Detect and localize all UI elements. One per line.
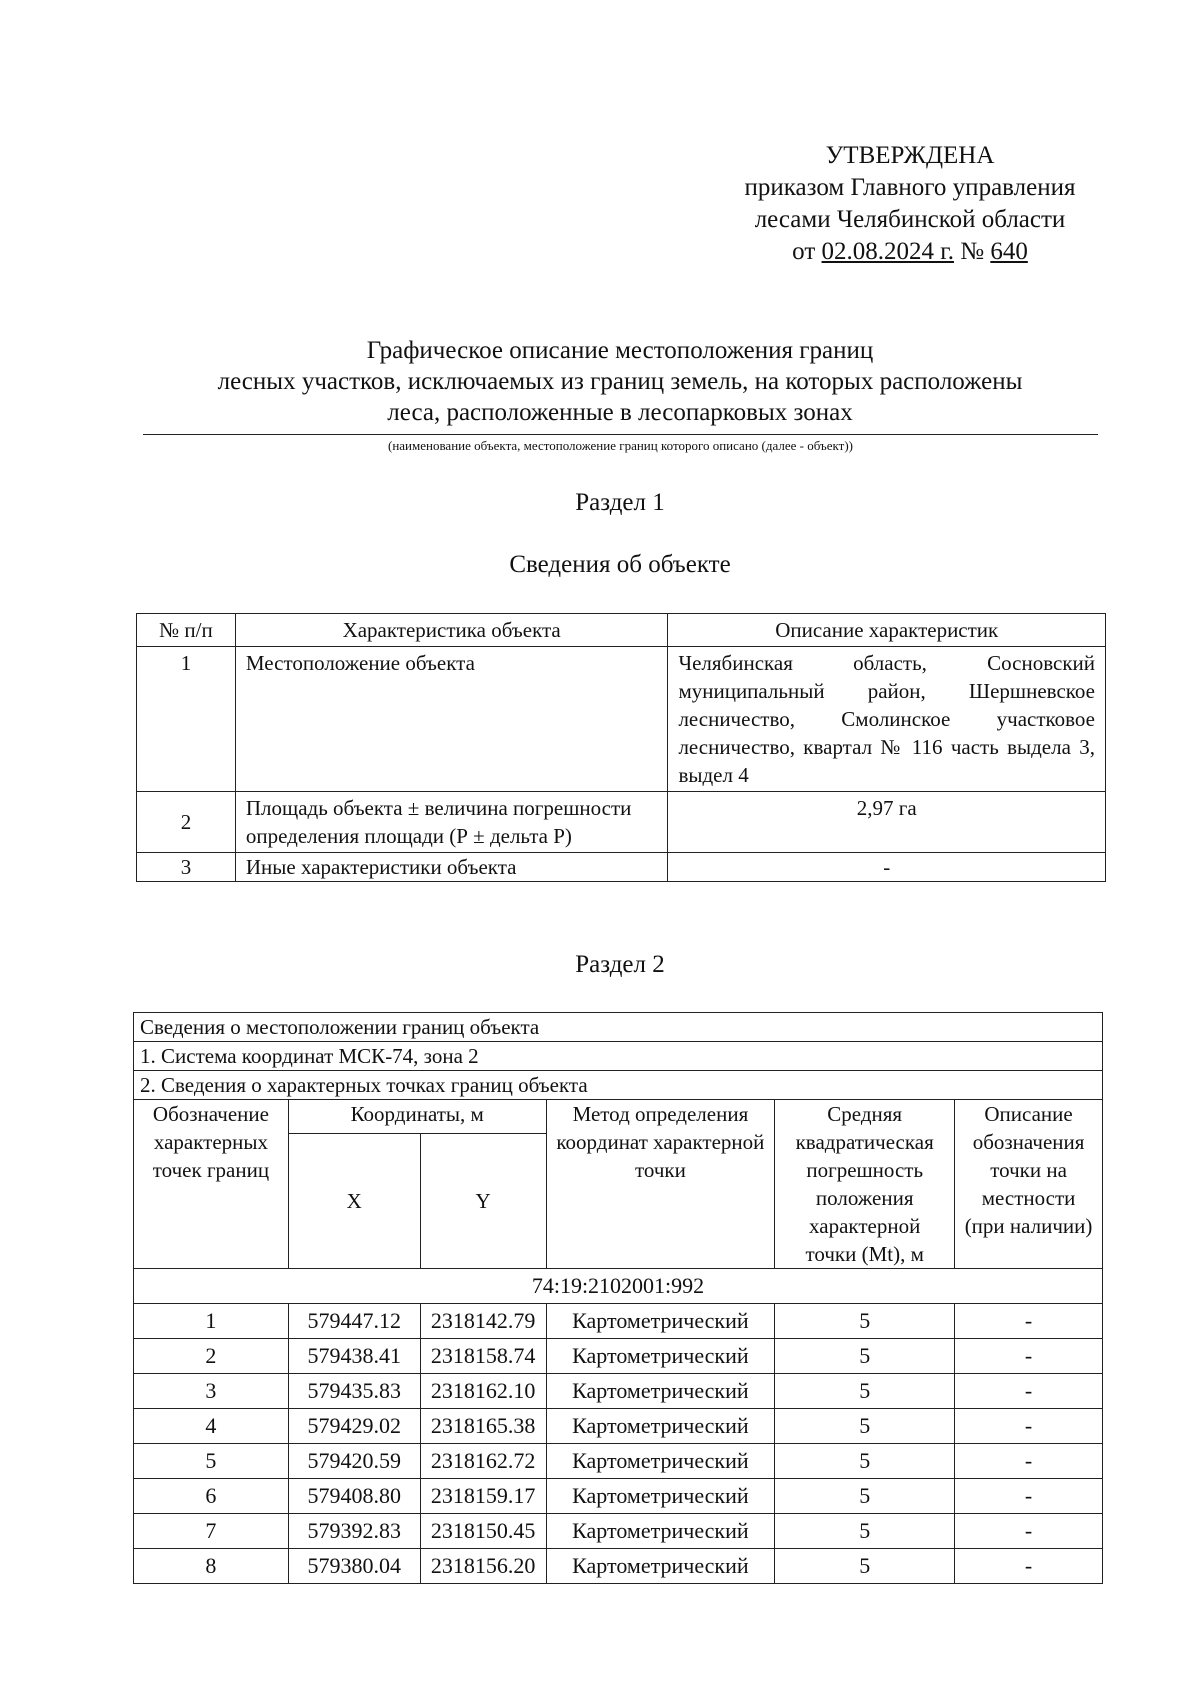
object-info-table <box>136 613 1106 882</box>
approval-line-authority: лесами Челябинской области <box>754 206 1066 233</box>
point-id: 2 <box>134 1339 289 1374</box>
point-mt: 5 <box>775 1549 955 1584</box>
point-id: 7 <box>134 1514 289 1549</box>
title-line-1: Графическое описание местоположения границ <box>366 337 874 364</box>
row-num: 1 <box>137 647 236 792</box>
point-id: 5 <box>134 1444 289 1479</box>
table-row <box>134 1304 1103 1339</box>
approval-date-prefix: от <box>792 238 822 265</box>
point-y: 2318156.20 <box>420 1549 546 1584</box>
point-mt: 5 <box>775 1444 955 1479</box>
header-method: Метод определения координат характерной точки <box>546 1100 775 1269</box>
point-x: 579380.04 <box>288 1549 420 1584</box>
table-row <box>134 1514 1103 1549</box>
point-mt: 5 <box>775 1514 955 1549</box>
approval-title: УТВЕРЖДЕНА <box>825 142 995 169</box>
point-y: 2318150.45 <box>420 1514 546 1549</box>
approval-number-label: № <box>953 238 991 265</box>
point-x: 579408.80 <box>288 1479 420 1514</box>
table-header-row <box>137 614 1106 647</box>
point-description: - <box>955 1479 1103 1514</box>
point-y: 2318165.38 <box>420 1409 546 1444</box>
coord-system: 1. Система координат МСК-74, зона 2 <box>134 1042 1103 1071</box>
approval-line-order: приказом Главного управления <box>744 174 1076 201</box>
point-method: Картометрический <box>546 1549 775 1584</box>
point-description: - <box>955 1444 1103 1479</box>
header-error: Средняя квадратическая погрешность положения характерной точки (Mt), м <box>775 1100 955 1269</box>
header-designation: Обозначение характерных точек границ <box>134 1100 289 1269</box>
row-description: - <box>668 853 1106 882</box>
row-description: Челябинская область, Сосновский муниципальный район, Шершневское лесничество, Смолинское участковое лесничество, квартал № 116 часть выдела 3, выдел 4 <box>668 647 1106 792</box>
title-underline <box>143 434 1098 435</box>
title-note: (наименование объекта, местоположение границ которого описано (далее - объект)) <box>388 438 853 453</box>
boundary-info-title: Сведения о местоположении границ объекта <box>134 1013 1103 1042</box>
approval-block <box>700 140 1120 268</box>
header-y: Y <box>420 1134 546 1269</box>
points-title: 2. Сведения о характерных точках границ объекта <box>134 1071 1103 1100</box>
row-num: 3 <box>137 853 236 882</box>
table-row <box>137 792 1106 853</box>
point-y: 2318159.17 <box>420 1479 546 1514</box>
point-description: - <box>955 1549 1103 1584</box>
row-characteristic: Местоположение объекта <box>235 647 668 792</box>
header-point-description: Описание обозначения точки на местности (при наличии) <box>955 1100 1103 1269</box>
approval-date: 02.08.2024 г. <box>821 238 954 265</box>
point-mt: 5 <box>775 1409 955 1444</box>
point-y: 2318162.10 <box>420 1374 546 1409</box>
row-description: 2,97 га <box>668 792 1106 853</box>
point-description: - <box>955 1339 1103 1374</box>
point-x: 579438.41 <box>288 1339 420 1374</box>
point-y: 2318142.79 <box>420 1304 546 1339</box>
header-num: № п/п <box>137 614 236 647</box>
point-id: 1 <box>134 1304 289 1339</box>
approval-line-date <box>700 236 1120 268</box>
point-method: Картометрический <box>546 1409 775 1444</box>
point-x: 579435.83 <box>288 1374 420 1409</box>
boundary-points-table <box>133 1012 1103 1584</box>
section2-heading: Раздел 2 <box>575 951 665 978</box>
table-row <box>134 1339 1103 1374</box>
point-method: Картометрический <box>546 1444 775 1479</box>
header-coords: Координаты, м <box>288 1100 546 1134</box>
point-method: Картометрический <box>546 1304 775 1339</box>
point-y: 2318162.72 <box>420 1444 546 1479</box>
table-header-row <box>134 1100 1103 1134</box>
point-x: 579420.59 <box>288 1444 420 1479</box>
point-id: 3 <box>134 1374 289 1409</box>
title-line-2: лесных участков, исключаемых из границ земель, на которых расположены <box>217 368 1023 395</box>
point-id: 4 <box>134 1409 289 1444</box>
point-method: Картометрический <box>546 1514 775 1549</box>
point-description: - <box>955 1514 1103 1549</box>
table-row <box>134 1444 1103 1479</box>
approval-number: 640 <box>990 238 1028 265</box>
point-description: - <box>955 1304 1103 1339</box>
point-method: Картометрический <box>546 1339 775 1374</box>
document-title <box>140 335 1100 428</box>
section1-subheading: Сведения об объекте <box>509 551 731 578</box>
point-mt: 5 <box>775 1339 955 1374</box>
point-mt: 5 <box>775 1374 955 1409</box>
table-row <box>134 1479 1103 1514</box>
point-id: 8 <box>134 1549 289 1584</box>
table-row <box>134 1409 1103 1444</box>
point-description: - <box>955 1374 1103 1409</box>
table-row <box>137 853 1106 882</box>
point-y: 2318158.74 <box>420 1339 546 1374</box>
header-x: X <box>288 1134 420 1269</box>
cadastral-number: 74:19:2102001:992 <box>134 1269 1103 1304</box>
row-num: 2 <box>137 792 236 853</box>
point-mt: 5 <box>775 1479 955 1514</box>
header-characteristic: Характеристика объекта <box>235 614 668 647</box>
point-x: 579392.83 <box>288 1514 420 1549</box>
header-description: Описание характеристик <box>668 614 1106 647</box>
point-x: 579447.12 <box>288 1304 420 1339</box>
point-id: 6 <box>134 1479 289 1514</box>
point-method: Картометрический <box>546 1479 775 1514</box>
point-method: Картометрический <box>546 1374 775 1409</box>
table-row <box>137 647 1106 792</box>
point-description: - <box>955 1409 1103 1444</box>
point-x: 579429.02 <box>288 1409 420 1444</box>
table-row <box>134 1374 1103 1409</box>
table-row <box>134 1549 1103 1584</box>
section1-heading: Раздел 1 <box>575 489 665 516</box>
title-line-3: леса, расположенные в лесопарковых зонах <box>387 399 853 426</box>
point-mt: 5 <box>775 1304 955 1339</box>
row-characteristic: Иные характеристики объекта <box>235 853 668 882</box>
row-characteristic: Площадь объекта ± величина погрешности определения площади (Р ± дельта Р) <box>235 792 668 853</box>
